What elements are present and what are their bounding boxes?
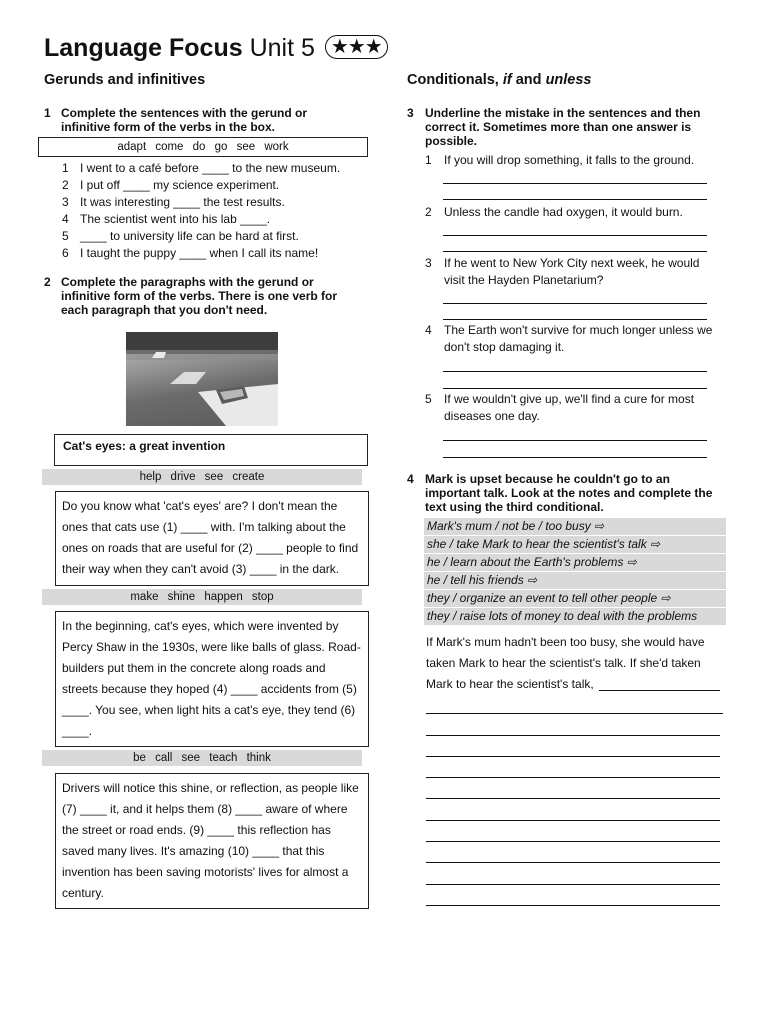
answer-line[interactable] bbox=[443, 388, 707, 389]
q3-number: 3 bbox=[407, 106, 414, 120]
q3-item: 2 Unless the candle had oxygen, it would burn. bbox=[425, 205, 683, 219]
word-bank-3: be call see teach think bbox=[42, 750, 362, 766]
list-item: 1 I went to a café before ____ to the new museum. bbox=[62, 161, 341, 175]
list-item: 3 It was interesting ____ the test results. bbox=[62, 195, 285, 209]
note-item: they / raise lots of money to deal with the problems bbox=[424, 608, 726, 626]
paragraph-3: Drivers will notice this shine, or reflection, as people like (7) ____ it, and it helps them (8) ____ aware of where the street or road ends. (9) ____ this reflection has saved many lives. It's amazing (10) ____ that this invention has been saving motorists' lives for almost a century. bbox=[55, 773, 369, 909]
answer-line[interactable] bbox=[426, 841, 720, 842]
answer-line[interactable] bbox=[443, 371, 707, 372]
list-item: 5 ____ to university life can be hard at first. bbox=[62, 229, 299, 243]
answer-line[interactable] bbox=[426, 884, 720, 885]
answer-line[interactable] bbox=[426, 905, 720, 906]
list-item: 6 I taught the puppy ____ when I call its name! bbox=[62, 246, 319, 260]
article-title-box bbox=[54, 434, 368, 466]
answer-line[interactable] bbox=[443, 457, 707, 458]
word-bank-2: make shine happen stop bbox=[42, 589, 362, 605]
answer-line[interactable] bbox=[443, 303, 707, 304]
answer-line[interactable] bbox=[599, 690, 720, 691]
list-item: 2 I put off ____ my science experiment. bbox=[62, 178, 280, 192]
answer-line[interactable] bbox=[443, 251, 707, 252]
answer-line[interactable] bbox=[443, 199, 707, 200]
q3-item: 3 If he went to New York City next week, he would visit the Hayden Planetarium? bbox=[425, 256, 700, 287]
q3-instruction: Underline the mistake in the sentences and then correct it. Sometimes more than one answer is possible. bbox=[425, 106, 701, 148]
road-photo bbox=[126, 332, 278, 426]
q2-number: 2 bbox=[44, 275, 51, 289]
q1-word-box: adapt come do go see work bbox=[38, 137, 368, 157]
answer-line[interactable] bbox=[426, 777, 720, 778]
answer-line[interactable] bbox=[426, 756, 720, 757]
q4-number: 4 bbox=[407, 472, 414, 486]
paragraph-2: In the beginning, cat's eyes, which were invented by Percy Shaw in the 1930s, were like balls of glass. Road-builders put them in the concrete along roads and streets because they hoped (4) ____ accidents from (5) ____. You see, when light hits a cat's eye, they tend (6) ____. bbox=[55, 611, 369, 747]
answer-line[interactable] bbox=[426, 713, 723, 714]
answer-line[interactable] bbox=[426, 798, 720, 799]
paragraph-1: Do you know what 'cat's eyes' are? I don't mean the ones that cats use (1) ____ with. I'm talking about the ones on roads that are useful for (2) ____ people to find their way when they can't avoid (3) ____ in the dark. bbox=[55, 491, 369, 586]
q4-instruction: Mark is upset because he couldn't go to an important talk. Look at the notes and complete the text using the third conditional. bbox=[425, 472, 713, 514]
answer-line[interactable] bbox=[426, 820, 720, 821]
answer-line[interactable] bbox=[443, 319, 707, 320]
q3-item: 1 If you will drop something, it falls to the ground. bbox=[425, 153, 695, 167]
note-item: she / take Mark to hear the scientist's talk ⇨ bbox=[424, 536, 726, 554]
answer-line[interactable] bbox=[443, 183, 707, 184]
word-bank-1: help drive see create bbox=[42, 469, 362, 485]
q1-items bbox=[62, 160, 362, 262]
q2-instruction: Complete the paragraphs with the gerund or infinitive form of the verbs. There is one verb for each paragraph that you don't need. bbox=[61, 275, 338, 317]
note-item: he / learn about the Earth's problems ⇨ bbox=[424, 554, 726, 572]
cats-eye-road-image bbox=[126, 332, 278, 426]
q1-instruction: Complete the sentences with the gerund or infinitive form of the verbs in the box. bbox=[61, 106, 308, 134]
page-title bbox=[44, 32, 388, 64]
section-title-gerunds: Gerunds and infinitives bbox=[44, 72, 206, 88]
difficulty-stars: ★★★ bbox=[325, 35, 388, 59]
note-item: he / tell his friends ⇨ bbox=[424, 572, 726, 590]
q4-example-answer: If Mark's mum hadn't been too busy, she would have taken Mark to hear the scientist's talk. If she'd taken Mark to hear the scientist's talk, bbox=[426, 635, 705, 691]
q3-item: 5 If we wouldn't give up, we'll find a cure for most diseases one day. bbox=[425, 392, 695, 423]
section-title-conditionals: Conditionals, if and unless bbox=[407, 72, 592, 88]
list-item: 4 The scientist went into his lab ____. bbox=[62, 212, 271, 226]
answer-line[interactable] bbox=[443, 235, 707, 236]
q4-notes bbox=[424, 518, 726, 626]
title-bold: Language Focus bbox=[44, 34, 243, 62]
article-title: Cat's eyes: a great invention bbox=[63, 439, 226, 453]
answer-line[interactable] bbox=[426, 862, 720, 863]
q1-number: 1 bbox=[44, 106, 51, 120]
answer-line[interactable] bbox=[443, 440, 707, 441]
note-item: Mark's mum / not be / too busy ⇨ bbox=[424, 518, 726, 536]
answer-line[interactable] bbox=[426, 735, 720, 736]
q3-item: 4 The Earth won't survive for much longer unless we don't stop damaging it. bbox=[425, 323, 713, 354]
title-unit: Unit 5 bbox=[249, 34, 315, 62]
note-item: they / organize an event to tell other people ⇨ bbox=[424, 590, 726, 608]
